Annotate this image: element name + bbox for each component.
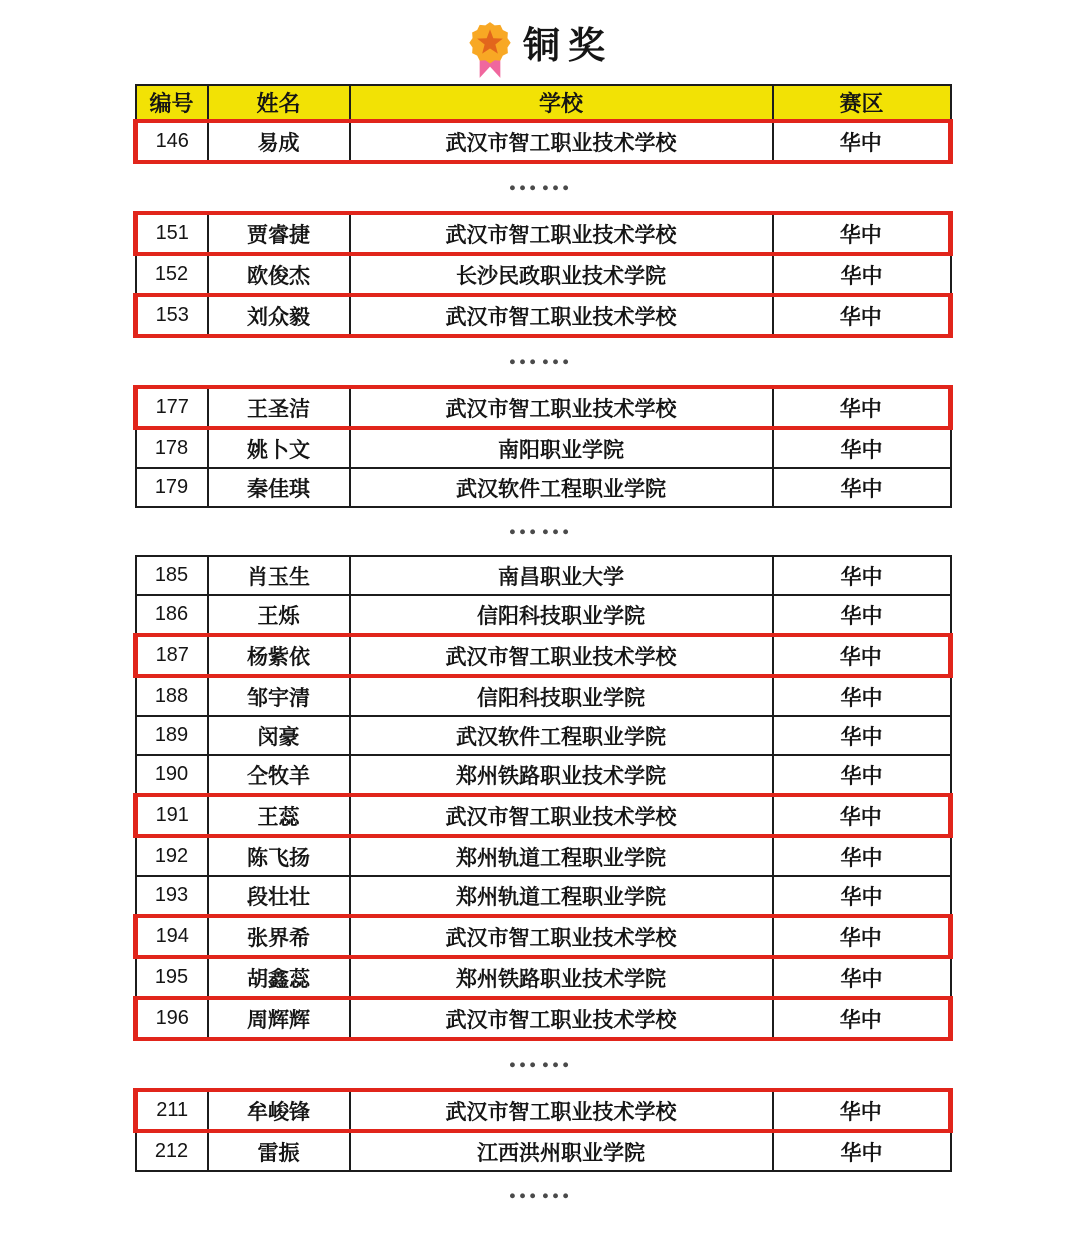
cell-name: 胡鑫蕊 [208, 957, 350, 998]
cell-no: 212 [136, 1131, 208, 1171]
table-row [136, 213, 951, 254]
ellipsis-text: …… [507, 337, 574, 371]
cell-region: 华中 [773, 916, 951, 957]
cell-region: 华中 [773, 676, 951, 716]
cell-region: 华中 [773, 716, 951, 755]
ellipsis-separator [133, 338, 948, 385]
cell-school: 郑州铁路职业技术学院 [350, 957, 773, 998]
table-row [136, 876, 951, 916]
column-header: 赛区 [773, 85, 951, 121]
cell-no: 190 [136, 755, 208, 795]
cell-region: 华中 [773, 635, 951, 676]
header-row [136, 85, 951, 121]
cell-school: 武汉市智工职业技术学校 [350, 795, 773, 836]
cell-school: 武汉市智工职业技术学校 [350, 213, 773, 254]
table-row [136, 121, 951, 162]
table-section [133, 211, 948, 338]
cell-region: 华中 [773, 795, 951, 836]
ellipsis-text: …… [507, 1040, 574, 1074]
cell-no: 211 [136, 1090, 208, 1131]
table-row [136, 295, 951, 336]
cell-name: 闵豪 [208, 716, 350, 755]
cell-region: 华中 [773, 468, 951, 507]
cell-region: 华中 [773, 213, 951, 254]
medal-icon [467, 18, 513, 80]
cell-name: 王圣洁 [208, 387, 350, 428]
cell-name: 周辉辉 [208, 998, 350, 1039]
cell-name: 欧俊杰 [208, 254, 350, 295]
table-row [136, 556, 951, 595]
cell-no: 146 [136, 121, 208, 162]
ellipsis-separator [133, 1041, 948, 1088]
cell-name: 秦佳琪 [208, 468, 350, 507]
cell-name: 贾睿捷 [208, 213, 350, 254]
ellipsis-separator [133, 1172, 948, 1219]
table-row [136, 957, 951, 998]
results-table [133, 1088, 953, 1172]
cell-no: 196 [136, 998, 208, 1039]
table-row [136, 595, 951, 635]
cell-region: 华中 [773, 998, 951, 1039]
column-header: 姓名 [208, 85, 350, 121]
cell-name: 仝牧羊 [208, 755, 350, 795]
table-row [136, 998, 951, 1039]
cell-region: 华中 [773, 957, 951, 998]
table-section [133, 385, 948, 508]
cell-region: 华中 [773, 1090, 951, 1131]
cell-no: 186 [136, 595, 208, 635]
ellipsis-text: …… [507, 1171, 574, 1205]
cell-region: 华中 [773, 428, 951, 468]
cell-school: 南昌职业大学 [350, 556, 773, 595]
cell-school: 武汉市智工职业技术学校 [350, 387, 773, 428]
results-table [133, 385, 953, 508]
table-section [133, 1088, 948, 1172]
cell-school: 长沙民政职业技术学院 [350, 254, 773, 295]
table-row [136, 428, 951, 468]
cell-no: 192 [136, 836, 208, 876]
cell-name: 肖玉生 [208, 556, 350, 595]
table-row [136, 676, 951, 716]
table-row [136, 254, 951, 295]
cell-school: 武汉市智工职业技术学校 [350, 916, 773, 957]
cell-region: 华中 [773, 295, 951, 336]
column-header: 编号 [136, 85, 208, 121]
cell-no: 191 [136, 795, 208, 836]
cell-name: 姚卜文 [208, 428, 350, 468]
cell-school: 郑州轨道工程职业学院 [350, 876, 773, 916]
table-row [136, 387, 951, 428]
cell-no: 153 [136, 295, 208, 336]
cell-region: 华中 [773, 556, 951, 595]
cell-name: 邹宇清 [208, 676, 350, 716]
results-table [133, 84, 953, 164]
column-header: 学校 [350, 85, 773, 121]
cell-no: 193 [136, 876, 208, 916]
cell-school: 武汉市智工职业技术学校 [350, 998, 773, 1039]
cell-no: 177 [136, 387, 208, 428]
cell-name: 陈飞扬 [208, 836, 350, 876]
cell-region: 华中 [773, 836, 951, 876]
cell-school: 江西洪州职业学院 [350, 1131, 773, 1171]
cell-school: 南阳职业学院 [350, 428, 773, 468]
table-row [136, 1090, 951, 1131]
ellipsis-separator [133, 508, 948, 555]
cell-region: 华中 [773, 387, 951, 428]
cell-school: 武汉软件工程职业学院 [350, 716, 773, 755]
cell-name: 杨紫依 [208, 635, 350, 676]
table-sections [133, 84, 948, 1219]
cell-no: 188 [136, 676, 208, 716]
cell-name: 段壮壮 [208, 876, 350, 916]
cell-name: 王烁 [208, 595, 350, 635]
cell-region: 华中 [773, 1131, 951, 1171]
cell-school: 武汉市智工职业技术学校 [350, 295, 773, 336]
table-row [136, 755, 951, 795]
cell-no: 189 [136, 716, 208, 755]
cell-no: 194 [136, 916, 208, 957]
table-row [136, 716, 951, 755]
ellipsis-text: …… [507, 507, 574, 541]
cell-region: 华中 [773, 254, 951, 295]
cell-region: 华中 [773, 121, 951, 162]
results-table [133, 211, 953, 338]
cell-school: 武汉市智工职业技术学校 [350, 121, 773, 162]
cell-school: 武汉软件工程职业学院 [350, 468, 773, 507]
cell-no: 187 [136, 635, 208, 676]
page-title: 铜奖 [523, 26, 613, 67]
cell-school: 信阳科技职业学院 [350, 595, 773, 635]
title-row [0, 0, 1080, 84]
table-row [136, 1131, 951, 1171]
cell-name: 王蕊 [208, 795, 350, 836]
cell-school: 武汉市智工职业技术学校 [350, 1090, 773, 1131]
cell-school: 郑州铁路职业技术学院 [350, 755, 773, 795]
cell-name: 牟峻锋 [208, 1090, 350, 1131]
cell-school: 武汉市智工职业技术学校 [350, 635, 773, 676]
cell-school: 信阳科技职业学院 [350, 676, 773, 716]
ellipsis-text: …… [507, 163, 574, 197]
table-row [136, 836, 951, 876]
cell-school: 郑州轨道工程职业学院 [350, 836, 773, 876]
cell-no: 185 [136, 556, 208, 595]
cell-no: 151 [136, 213, 208, 254]
ellipsis-separator [133, 164, 948, 211]
results-table [133, 555, 953, 1041]
table-row [136, 795, 951, 836]
cell-no: 152 [136, 254, 208, 295]
table-row [136, 468, 951, 507]
cell-no: 195 [136, 957, 208, 998]
cell-no: 179 [136, 468, 208, 507]
table-row [136, 916, 951, 957]
table-section [133, 555, 948, 1041]
cell-name: 张界希 [208, 916, 350, 957]
cell-region: 华中 [773, 755, 951, 795]
cell-region: 华中 [773, 595, 951, 635]
table-row [136, 635, 951, 676]
table-section [133, 84, 948, 164]
cell-name: 易成 [208, 121, 350, 162]
cell-name: 刘众毅 [208, 295, 350, 336]
cell-no: 178 [136, 428, 208, 468]
cell-region: 华中 [773, 876, 951, 916]
cell-name: 雷振 [208, 1131, 350, 1171]
